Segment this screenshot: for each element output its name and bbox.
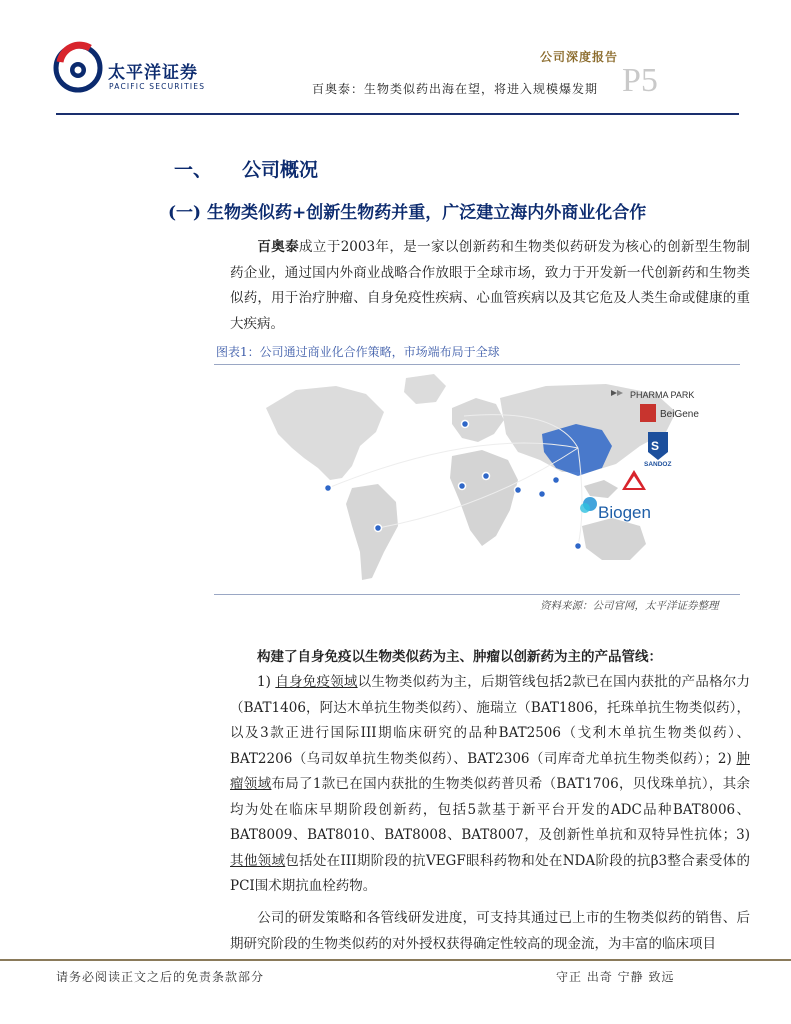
partner-akmr: [622, 470, 646, 490]
continent-europe: [452, 398, 504, 442]
location-pin-icon: [553, 477, 560, 484]
location-pin-icon: [575, 543, 582, 550]
oncology-field: 肿瘤领域: [230, 750, 750, 792]
pipeline-text-c: 布局了1款已在国内获批的生物类似药普贝希（BAT1706，贝伐珠单抗），其余均为处在临床早期阶段创新药，包括5款基于新平台开发的ADC品种BAT8006、BAT8009、BAT8010、BAT8008、BAT8007，及创新性单抗和双特异性抗体；3): [230, 776, 750, 843]
section-title: 公司概况: [242, 159, 319, 181]
header-divider: [56, 113, 739, 115]
continent-greenland: [404, 374, 446, 404]
continent-south-america: [346, 484, 398, 580]
figure-title: 图表1：公司通过商业化合作策略，市场端布局于全球: [216, 345, 500, 359]
other-field: 其他领域: [230, 852, 286, 869]
pipeline-heading-text: 构建了自身免疫以生物类似药为主、肿瘤以创新药为主的产品管线：: [257, 649, 662, 665]
pipeline-heading: [230, 645, 750, 671]
subsection-heading: (一) 生物类似药+创新生物药并重，广泛建立海内外商业化合作: [168, 203, 647, 223]
company-name: 百奥泰: [257, 239, 300, 255]
world-map: [256, 368, 736, 590]
continent-north-america: [266, 386, 384, 480]
location-pin-icon: [539, 491, 546, 498]
pacific-logo-icon: [52, 40, 104, 96]
continent-africa: [450, 450, 518, 546]
continent-australia: [582, 518, 646, 560]
location-pin-icon: [459, 483, 466, 490]
svg-text:S: S: [651, 439, 660, 453]
world-map-figure: [256, 368, 736, 590]
brand-logo: [52, 40, 212, 98]
intro-text: 成立于2003年，是一家以创新药和生物类似药研发为核心的创新型生物制药企业，通过国内外商业战略合作放眼于全球市场，致力于开发新一代创新药和生物类似药，用于治疗肿瘤、自身免疫性疾病、心血管疾病以及其它危及人类生命或健康的重大疾病。: [230, 239, 750, 332]
autoimmune-field: 自身免疫领域: [275, 674, 358, 690]
brand-name-en: PACIFIC SECURITIES: [109, 82, 206, 91]
partner-biogen: [580, 497, 651, 522]
brand-name-cn: 太平洋证券: [108, 63, 198, 83]
pipeline-paragraph: [230, 670, 750, 900]
footer-divider: [0, 959, 791, 961]
partner-sandoz-label: SANDOZ: [644, 461, 672, 468]
pipeline-text-b: 以生物类似药为主，后期管线包括2款已在国内获批的产品格尔力（BAT1406，阿达木单抗生物类似药）、施瑞立（BAT1806，托珠单抗生物类似药），以及3款正进行国际III期临床研究的品种BAT2506（戈利木单抗生物类似药）、BAT2206（乌司奴单抗生物类似药）、BAT2306（司库奇尤单抗生物类似药）；2): [230, 674, 750, 767]
page-number: P5: [622, 62, 658, 99]
strategy-paragraph: [230, 906, 750, 957]
report-type: 公司深度报告: [540, 50, 619, 64]
partner-biogen-label: Biogen: [598, 503, 651, 522]
location-pin-icon: [375, 525, 382, 532]
pipeline-text-d: 包括处在III期阶段的抗VEGF眼科药物和处在NDA阶段的抗β3整合素受体的PCI围术期抗血栓药物。: [230, 852, 750, 894]
strategy-text: 公司的研发策略和各管线研发进度，可支持其通过已上市的生物类似药的销售、后期研究阶段的生物类似药的对外授权获得确定性较高的现金流，为丰富的临床项目: [230, 910, 750, 952]
footer-disclaimer: 请务必阅读正文之后的免责条款部分: [56, 970, 265, 984]
partner-sandoz: [644, 432, 671, 468]
section-number: 一、: [174, 159, 213, 181]
footer-motto: 守正 出奇 宁静 致远: [556, 970, 675, 984]
location-pin-icon: [515, 487, 522, 494]
location-pin-icon: [325, 485, 332, 492]
location-pin-icon: [462, 421, 469, 428]
figure-bottom-rule: [214, 594, 740, 595]
partner-beigene-label: BeiGene: [660, 409, 699, 420]
figure-source: 资料来源：公司官网，太平洋证券整理: [540, 600, 719, 612]
pipeline-text-a: 1): [257, 674, 276, 690]
intro-paragraph: [230, 235, 750, 337]
location-pin-icon: [483, 473, 490, 480]
continent-se-asia: [584, 480, 618, 498]
partner-pharmapark-label: PHARMA PARK: [630, 390, 695, 400]
report-subtitle: 百奥泰：生物类似药出海在望，将进入规模爆发期: [312, 82, 599, 96]
figure-top-rule: [214, 364, 740, 365]
